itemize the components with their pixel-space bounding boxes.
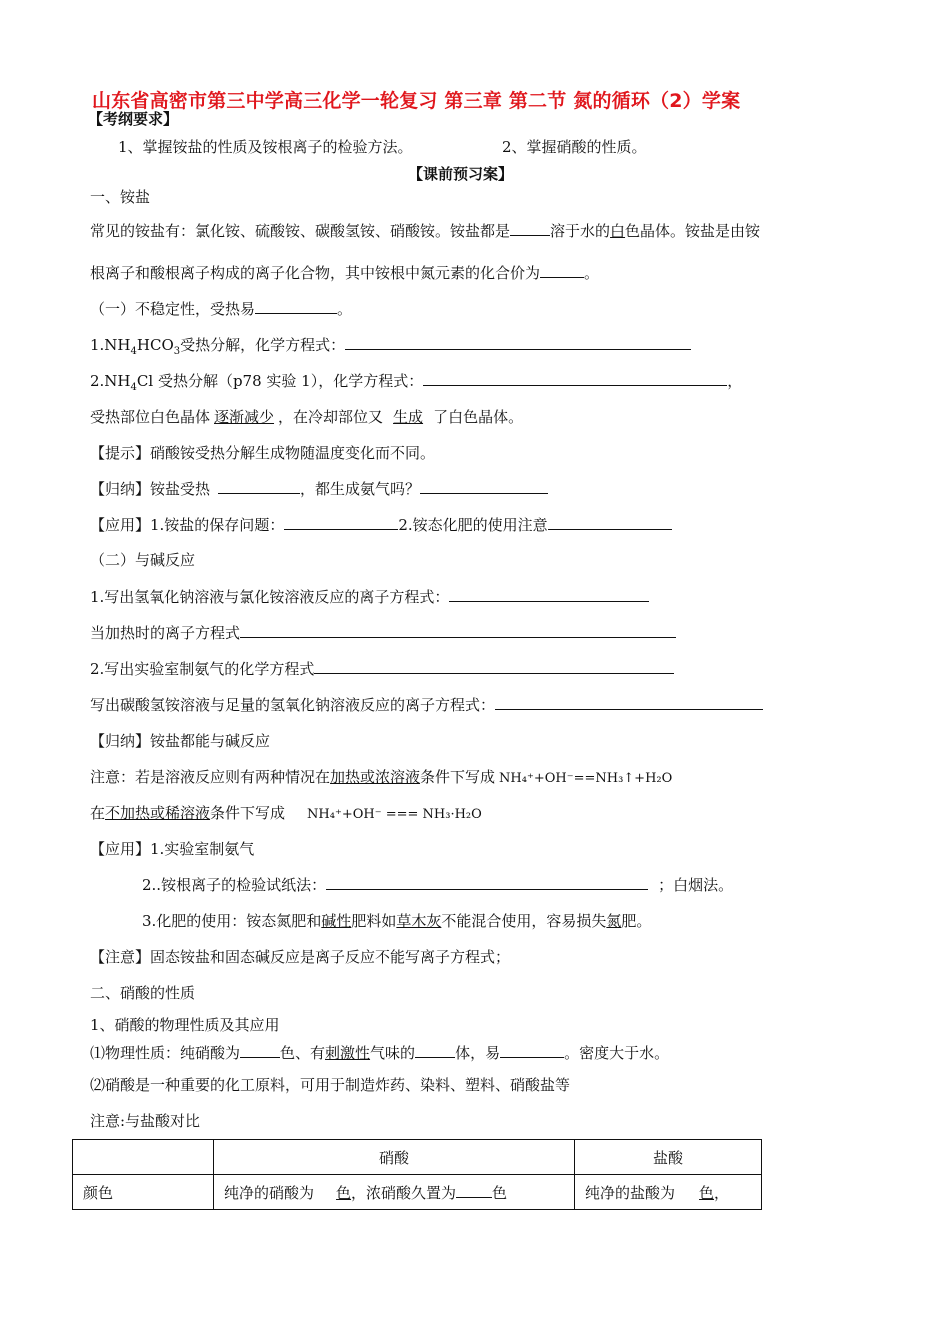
c2a: 纯净的盐酸为	[585, 1183, 676, 1202]
l1-sub2: 3	[173, 346, 181, 357]
question3-line	[90, 694, 763, 715]
l3d: 生成	[393, 408, 424, 426]
q3: 写出碳酸氢铵溶液与足量的氢氧化钠溶液反应的离子方程式：	[90, 696, 496, 714]
c1d: 色	[492, 1183, 508, 1202]
q2: 2.写出实验室制氨气的化学方程式	[90, 660, 315, 678]
q1: 1.写出氢氧化钠溶液与氯化铵溶液反应的离子方程式：	[90, 588, 450, 606]
summary1-blank2[interactable]	[420, 479, 548, 494]
app2-3a: 3.化肥的使用：铵态氮肥和	[142, 912, 322, 930]
p2b: 。	[584, 264, 600, 282]
app2-3e: 不能混合使用，容易损失	[441, 912, 607, 930]
q1-blank[interactable]	[449, 587, 649, 602]
app2-3g: 肥。	[621, 912, 652, 930]
l3a: 受热部位白色晶体	[90, 408, 211, 426]
app2-2a: 2..铵根离子的检验试纸法：	[142, 876, 327, 894]
l1-sub1: 4	[130, 346, 137, 357]
nh4hco3-equation-blank[interactable]	[345, 335, 691, 350]
summary1-blank1[interactable]	[218, 479, 300, 494]
p1d: 色晶体。铵盐是由铵	[625, 222, 761, 240]
c2b: 色	[699, 1183, 715, 1202]
summary1-line	[90, 478, 548, 499]
s2-p1e: 体，易	[455, 1044, 501, 1062]
table-row	[73, 1175, 762, 1210]
question1b-line	[90, 622, 676, 643]
note3-line: 【注意】固态铵盐和固态碱反应是离子反应不能写离子方程式；	[90, 948, 511, 966]
note1-equation: NH₄⁺+OH⁻==NH₃↑+H₂O	[499, 771, 673, 786]
app2-3d: 草木灰	[396, 912, 442, 930]
note2-equation: NH₄⁺+OH⁻ === NH₃·H₂O	[307, 807, 482, 822]
nh4hco3-line	[90, 334, 691, 357]
l3c: ，在冷却部位又	[278, 408, 384, 426]
question1-line	[90, 586, 649, 607]
app2-3b: 碱性	[321, 912, 352, 930]
subsection-instability	[90, 298, 352, 319]
summary2-line: 【归纳】铵盐都能与碱反应	[90, 732, 271, 750]
app1b: 2.铵态化肥的使用注意	[398, 516, 548, 534]
application1-line	[90, 514, 672, 535]
sub1-text: （一）不稳定性，受热易	[90, 300, 256, 318]
app2-2b: ；白烟法。	[658, 876, 734, 894]
section2-heading: 二、硝酸的性质	[90, 984, 196, 1002]
aged-color-blank[interactable]	[456, 1183, 492, 1198]
test-paper-blank[interactable]	[326, 875, 648, 890]
q2-blank[interactable]	[314, 659, 674, 674]
exam-requirements-heading: 【考纲要求】	[88, 110, 179, 128]
l2-post: Cl 受热分解（p78 实验 1），化学方程式：	[136, 372, 424, 390]
nitric-color-cell	[214, 1175, 575, 1210]
s2-p1c: 刺激性	[325, 1044, 371, 1062]
p1c: 白	[610, 222, 626, 240]
q1b-blank[interactable]	[240, 623, 676, 638]
comparison-table	[72, 1139, 762, 1210]
s2-p1a: ⑴物理性质：纯硝酸为	[90, 1044, 241, 1062]
q3-blank[interactable]	[495, 695, 763, 710]
header-empty-cell	[73, 1140, 214, 1175]
state-blank[interactable]	[415, 1043, 455, 1058]
row-label-color: 颜色	[73, 1175, 214, 1210]
application2-item2	[142, 874, 733, 895]
note2-line	[90, 802, 482, 823]
comparison-note: 注意:与盐酸对比	[90, 1112, 201, 1130]
section1-heading: 一、铵盐	[90, 188, 151, 206]
p2a: 根离子和酸根离子构成的离子化合物，其中铵根中氮元素的化合价为	[90, 264, 541, 282]
c1a: 纯净的硝酸为	[224, 1183, 315, 1202]
s2-p1d: 气味的	[370, 1044, 416, 1062]
nh4cl-line	[90, 370, 742, 393]
observation-line	[90, 406, 523, 427]
instability-blank[interactable]	[255, 299, 337, 314]
page-title: 山东省高密市第三中学高三化学一轮复习 第三章 第二节 氮的循环（2）学案	[92, 90, 741, 112]
s2-p1f: 。密度大于水。	[564, 1044, 670, 1062]
l3b: 逐渐减少	[214, 408, 275, 426]
l3e: 了白色晶体。	[433, 408, 524, 426]
s2-p1b: 色、有	[280, 1044, 326, 1062]
tip-line: 【提示】硝酸铵受热分解生成物随温度变化而不同。	[90, 444, 436, 462]
l1-pre: 1.NH	[90, 336, 131, 354]
s1-paragraph-line2	[90, 262, 599, 283]
l1-mid: HCO	[136, 336, 174, 354]
physical-property-line	[90, 1042, 669, 1063]
subsection-base-reaction: （二）与碱反应	[90, 551, 196, 569]
preview-heading: 【课前预习案】	[408, 165, 514, 183]
sum1b: ，都生成氨气吗？	[300, 480, 421, 498]
app2-3f: 氮	[606, 912, 622, 930]
header-nitric-acid: 硝酸	[214, 1140, 575, 1175]
c1c: ，浓硝酸久置为	[351, 1183, 457, 1202]
volatility-blank[interactable]	[500, 1043, 564, 1058]
fertilizer-blank[interactable]	[548, 515, 672, 530]
exam-requirement-1: 1、掌握铵盐的性质及铵根离子的检验方法。	[118, 138, 413, 156]
storage-blank[interactable]	[284, 515, 398, 530]
note1b: 加热或浓溶液	[330, 768, 421, 786]
app2-3c: 肥料如	[351, 912, 397, 930]
note2a: 在	[90, 804, 106, 822]
exam-requirement-2: 2、掌握硝酸的性质。	[502, 138, 647, 156]
c2c: ，	[714, 1183, 730, 1202]
app1a: 【应用】1.铵盐的保存问题：	[90, 516, 285, 534]
q1b: 当加热时的离子方程式	[90, 624, 241, 642]
valence-blank[interactable]	[540, 263, 584, 278]
p1a: 常见的铵盐有：氯化铵、硫酸铵、碳酸氢铵、硝酸铵。铵盐都是	[90, 222, 511, 240]
note2b: 不加热或稀溶液	[105, 804, 211, 822]
table-header-row	[73, 1140, 762, 1175]
l2-sub1: 4	[130, 382, 137, 393]
l1-post: 受热分解，化学方程式：	[180, 336, 346, 354]
question2-line	[90, 658, 674, 679]
note1a: 注意：若是溶液反应则有两种情况在	[90, 768, 331, 786]
header-hydrochloric-acid: 盐酸	[575, 1140, 762, 1175]
application2-line: 【应用】1.实验室制氨气	[90, 840, 255, 858]
p1b: 溶于水的	[550, 222, 611, 240]
hcl-color-cell	[575, 1175, 762, 1210]
note1c: 条件下写成	[420, 768, 496, 786]
nh4cl-equation-blank[interactable]	[423, 371, 727, 386]
c1b: 色	[336, 1183, 352, 1202]
l2-pre: 2.NH	[90, 372, 131, 390]
note2c: 条件下写成	[210, 804, 286, 822]
sub1-end: 。	[337, 300, 353, 318]
note1-line	[90, 766, 672, 787]
section2-sub1: 1、硝酸的物理性质及其应用	[90, 1016, 280, 1034]
s1-paragraph-line1	[90, 220, 760, 241]
solubility-blank[interactable]	[510, 221, 550, 236]
sum1a: 【归纳】铵盐受热	[90, 480, 211, 498]
application-line: ⑵硝酸是一种重要的化工原料，可用于制造炸药、染料、塑料、硝酸盐等	[90, 1076, 571, 1094]
color-blank[interactable]	[240, 1043, 280, 1058]
application2-item3	[142, 910, 651, 931]
l2-end: ，	[727, 372, 743, 390]
